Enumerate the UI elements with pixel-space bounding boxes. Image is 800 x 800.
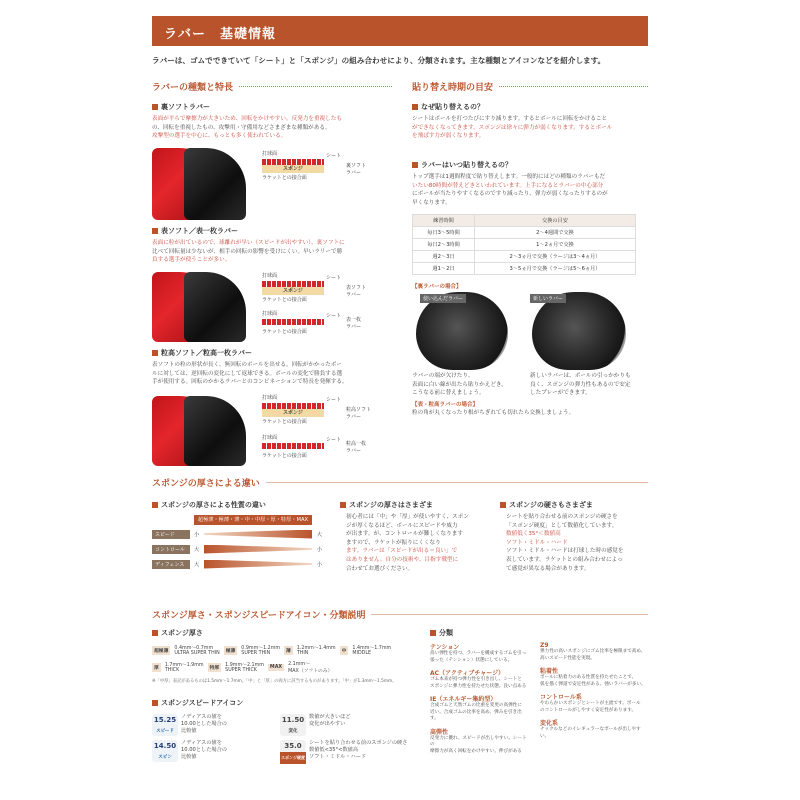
- col2-title: スポンジの厚さはさまざま: [340, 500, 490, 510]
- a1-3: を飛ばす力が弱くなります。: [412, 133, 485, 140]
- square-icon: [412, 104, 418, 110]
- a1-2: ができなくなってきます。スポンジは徐々に弾力が弱くなります。するとボール: [412, 124, 613, 131]
- hardness-icon: 35.0 スポンジ硬度: [280, 740, 306, 762]
- used-label: 使い込んだラバー: [420, 294, 466, 303]
- replace-table: [412, 214, 636, 275]
- scale-row-defense: ディフェンス 大 小: [152, 559, 322, 569]
- omote-text-3: 負する選手が使うことが多い。: [152, 257, 231, 264]
- spin-icon-block: 14.50 スピン ノディアスの値を 10.00とした場合の 比較値: [153, 740, 227, 760]
- thick-col1: [152, 500, 322, 569]
- omote-block: [152, 226, 397, 265]
- category-item: コントロール系 やわらかいスポンジとシートが主流です。ボール のコントロールがしやすく安定性があります。: [540, 694, 641, 713]
- table-head-cell: 練習時間: [413, 215, 475, 227]
- category-legend: [430, 628, 650, 638]
- a2-4: 早くなります。: [412, 199, 451, 206]
- replace-section: [412, 80, 648, 93]
- omote-case-label: 【表・粒高ラバーの場合】: [412, 402, 479, 408]
- thickness-section: [152, 476, 648, 489]
- table-header: [413, 215, 636, 227]
- scale-row-control: コントロール 大 小: [152, 544, 322, 554]
- omote-text-2: 比べて回転量は少ないが、相手の回転の影響を受けにくい。早いラリーで勝: [152, 248, 343, 255]
- thickness-heading: スポンジの厚さによる違い: [152, 479, 260, 489]
- category-left: [430, 642, 530, 759]
- hardness-icon-block: 35.0 スポンジ硬度 シートを貼り合わせる前のスポンジの硬さ 数値低<35°<数値高 ソフト・ミドル・ハード: [280, 740, 407, 762]
- ura-text-2: の、回転を重視したもの、攻撃用・守備用などさまざまな種類がある。: [152, 124, 331, 131]
- spin-icon: 14.50 スピン: [153, 742, 177, 760]
- tsubu-photo-black: [184, 396, 246, 466]
- square-icon: [152, 350, 158, 356]
- table-row: 毎日2～3時間 1～2ヵ月で交換: [413, 239, 636, 251]
- category-item: テンション 高い弾性を持つ、ラバーを構成するゴムを引っ 張った（テンション）状態にしている。: [430, 644, 527, 663]
- omote-case-text: 粒の角が丸くなったり根がちぎれても切れたら交換しましょう。: [412, 410, 575, 416]
- square-icon: [500, 502, 506, 508]
- table-row: 週2～3日 2～3ヵ月で交換（ラージは3～4ヵ月）: [413, 251, 636, 263]
- intro-text: ラバーは、ゴムでできていて「シート」と「スポンジ」の組み合わせにより、分類されます。主な種類とアイコンなどを紹介します。: [152, 56, 606, 65]
- ura-case-label: 【裏ラバーの場合】: [412, 284, 462, 290]
- thick-row-1: 超極薄 0.4mm～0.7mm ULTRA SUPER THIN 極薄 0.9mm～1.2mm SUPER THIN 薄 1.2mm～1.4mm THIN 中 1.4mm～1.7mm MIDDLE: [154, 646, 392, 656]
- table-row: 毎日3～5時間 2～4週間で交換: [413, 227, 636, 239]
- col1-title: スポンジの厚さによる性質の違い: [152, 500, 322, 510]
- omote-text-1: 表面に粒が出ているので、球離れが早い（スピードが出やすい）。裏ソフトに: [152, 240, 345, 246]
- table-head-cell: 交換の目安: [475, 215, 636, 227]
- tsubu-block: [152, 348, 397, 387]
- q1-title: なぜ貼り替えるの？: [412, 102, 648, 112]
- square-icon: [340, 502, 346, 508]
- types-heading: ラバーの種類と特長: [152, 83, 234, 93]
- speed-legend-title: スポンジスピードアイコン: [152, 698, 422, 708]
- square-icon: [152, 630, 158, 636]
- tsubu-text-2: ルに対しては、逆回転の変化にして返球できる。ボールの変化で勝負する選: [152, 370, 343, 377]
- types-section: [152, 80, 392, 93]
- replace-when: [412, 160, 648, 207]
- square-icon: [152, 502, 158, 508]
- ura-block: [152, 102, 397, 141]
- new-label: 新しいラバー: [530, 294, 566, 303]
- used-rubber-photo: [416, 292, 508, 370]
- icons-section: [152, 608, 648, 621]
- square-icon: [152, 700, 158, 706]
- tsubu-text-3: 手が使用する。回転のかかるラバーとのコンビネーションで特長を発揮する。: [152, 379, 348, 386]
- ura-photo-black: [184, 148, 246, 220]
- page-title: ラバー 基礎情報: [152, 16, 648, 46]
- category-item: AC（アクティブチャージ） ゴム本来が持つ弾力性を引き出し、シートと スポンジに弾力性を持たせた状態。良い点ある: [430, 670, 527, 689]
- square-icon: [152, 104, 158, 110]
- replace-heading: 貼り替え時期の目安: [412, 83, 494, 93]
- scale-row-speed: スピード 小 大: [152, 529, 322, 539]
- ura-text-1: 表面が平らで摩擦力が大きいため、回転をかけやすい。反発力を重視したも: [152, 116, 342, 122]
- thick-row-2: 厚 1.7mm～1.9mm THICK 特厚 1.9mm～2.1mm SUPER THICK MAX 2.1mm～ MAX（ソフトのみ）: [154, 662, 333, 674]
- speed-icon: 15.25 スピード: [153, 716, 177, 734]
- category-item: IE（エネルギー集約型） 合成ゴムと天然ゴムの比重を変更の高弾性に 近い。合成ゴムの比率を高め、弾みを引き出す。: [430, 696, 522, 721]
- thickness-scale-cap: 超極薄・極薄・薄・中・中厚・厚・特厚・MAX: [194, 515, 312, 525]
- replace-why: [412, 102, 648, 141]
- new-text: 新しいラバーは、ボールの引っかかりも 良く、スポンジの弾力性もあるので安定 したプレーができます。: [530, 373, 631, 397]
- table-row: 週1～2日 3～5ヵ月で交換（ラージは5～6ヵ月）: [413, 263, 636, 275]
- thick-note: ※「中厚」表記があるものは1.5mm～1.7mm。「中」と「厚」の両方に該当するものがあります。「中」が1.3mm～1.5mm。: [152, 679, 397, 684]
- omote-diagram: 打球面 シート スポンジ ラケットとの接合面 表ソフト ラバー 打球面 シート ラケットとの接合面 表一枚 ラバー: [262, 273, 367, 335]
- category-item: 粘着性 ボールに粘着力のある性質を持たせたことで、 弧を描く弾道で安定性がある。強いラバーが多い。: [540, 668, 646, 687]
- thick-legend-title: スポンジ厚さ: [152, 628, 422, 638]
- ura-diagram: 打球面 シート スポンジ ラケットとの接合面 裏ソフト ラバー: [262, 151, 367, 181]
- thick-legend: [152, 628, 422, 684]
- category-item: Z9 弾力性の高いスポンジにゴム比率を極限まで高め、 高いスピード性能を実現。: [540, 642, 646, 661]
- category-item: 高弾性 反発力に優れ、スピードが出しやすい。シートの 摩擦力が高く回転をかけやすい。伸びがある: [430, 728, 527, 754]
- tsubu-text-1: 表ソフトの粒の形状が長く、無回転のボールを出せる。回転がかかったボー: [152, 362, 342, 368]
- a1-1: シートはボールを打つたびにすり減ります。するとボールに回転をかけること: [412, 116, 608, 122]
- thick-col2: スポンジの厚さはさまざま 初心者には「中」や「厚」が使いやすく、スポン ジが厚くなるほど、ボールにスピードや威力 が出ます。が、コントロールが難しくなります ますので、ラケットが振りにくくなり ます。ラバーは「スピードが出る＝良い」で はありません。自分の技術や、目指す戦型に 合わせてお選びください。: [340, 500, 490, 573]
- category-item: 変化系 ナックルなどのイレギュラーなボールが出しやす い。: [540, 720, 641, 739]
- henka-icon-block: 11.50 変化 数値が大きいほど 変化が出やすい: [281, 714, 351, 734]
- used-text: ラバーの端が欠けたり、 表面に白い線が出たら貼りかえどき。 こうなる前に替えましょう。: [412, 373, 507, 397]
- square-icon: [430, 630, 436, 636]
- omote-photo-black: [184, 272, 246, 342]
- col3-title: スポンジの硬さもさまざま: [500, 500, 650, 510]
- tsubu-diagram: 打球面 シート スポンジ ラケットとの接合面 粒高ソフト ラバー 打球面 シート ラケットとの接合面 粒高一枚 ラバー: [262, 395, 372, 459]
- tsubu-title: 粒高ソフト／粒高一枚ラバー: [152, 348, 397, 358]
- henka-icon: 11.50 変化: [281, 716, 305, 734]
- square-icon: [412, 162, 418, 168]
- q2-title: ラバーはいつ貼り替えるの？: [412, 160, 648, 170]
- new-rubber-photo: [532, 292, 626, 370]
- ura-text-3: 攻撃型の選手を中心に、もっとも多く使われている。: [152, 133, 287, 140]
- icons-heading: スポンジ厚さ・スポンジスピードアイコン・分類説明: [152, 611, 366, 621]
- square-icon: [152, 228, 158, 234]
- speed-legend: [152, 698, 422, 762]
- thick-col3: スポンジの硬さもさまざま シートを貼り合わせる前のスポンジの硬さを 「スポンジ硬度」として数値化しています。 数値低く35°＜数値高 ソフト・ミドル・ハード ソフト・ミドル・ハードは打球した時の感覚を 表しています。ラケットとの組み合わせによっ て感覚が異なる場合があります。: [500, 500, 650, 573]
- a2-3: にボールが当たりやすくなるのですり減ったり、弾力が弱くなったりするのが: [412, 191, 608, 198]
- category-title: 分類: [430, 628, 650, 638]
- a2-2: いたい80時間が替えどきといわれています。上手になるとラバーの中心部分: [412, 182, 604, 189]
- omote-title: 表ソフト／表一枚ラバー: [152, 226, 397, 236]
- category-right: [540, 642, 648, 744]
- a2-1: トップ選手は1週間程度で貼り替えします。一般的にはどの種類のラバーもだ: [412, 174, 606, 180]
- ura-title: 裏ソフトラバー: [152, 102, 397, 112]
- speed-icon-block: 15.25 スピード ノディアスの値を 10.00とした場合の 比較値: [153, 714, 227, 734]
